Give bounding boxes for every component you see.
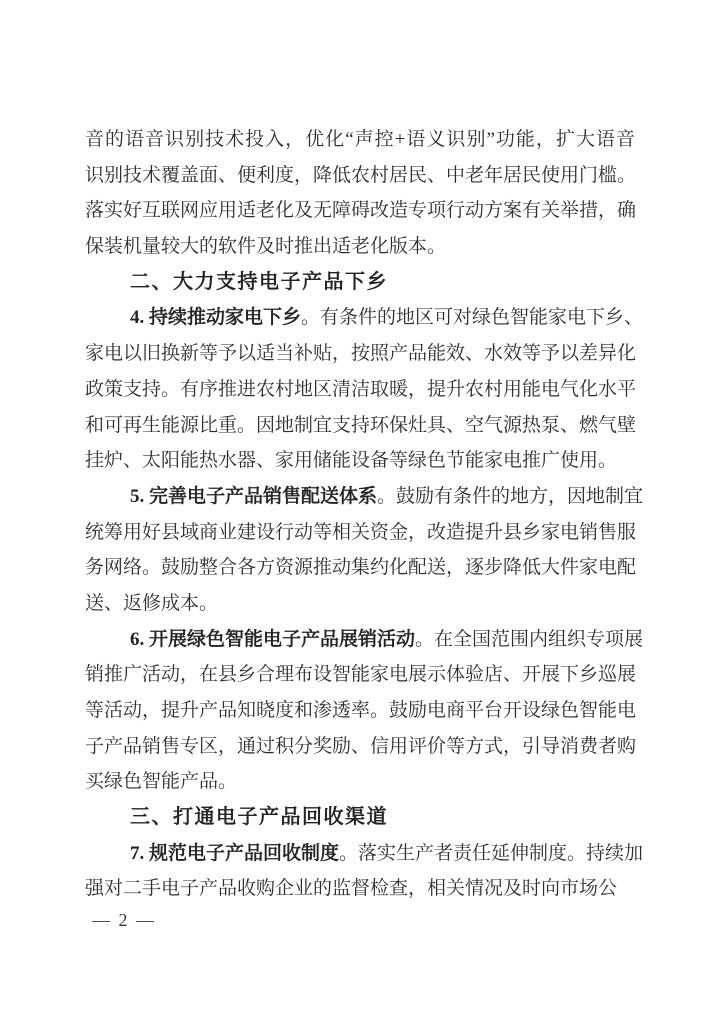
text-line: [85, 479, 644, 515]
text-line: [85, 300, 644, 336]
body-text: 音的语音识别技术投入，优化“声控+语义识别”功能，扩大语音: [85, 129, 635, 150]
paragraph: [85, 836, 644, 907]
paragraph: [85, 622, 644, 800]
text-line: [85, 229, 635, 265]
body-text: 识别技术覆盖面、便利度，降低农村居民、中老年居民使用门槛。: [85, 164, 637, 186]
body-text: 买绿色智能产品。: [85, 771, 238, 793]
text-line: [85, 515, 635, 551]
body-text: 。落实生产者责任延伸制度。持续加: [339, 842, 644, 864]
body-text: 。有条件的地区可对绿色智能家电下乡、: [301, 307, 644, 329]
bold-lead-text: 二、大力支持电子产品下乡: [130, 270, 388, 293]
text-line: [85, 836, 644, 872]
bold-lead-text: 5. 完善电子产品销售配送体系: [130, 485, 378, 507]
text-line: [85, 336, 635, 372]
text-line: [85, 586, 635, 622]
body-text: 保装机量较大的软件及时推出适老化版本。: [85, 236, 447, 258]
text-line: [85, 265, 635, 301]
body-text: 政策支持。有序推进农村地区清洁取暖，提升农村用能电气化水平: [85, 378, 637, 400]
body-text: 务网络。鼓励整合各方资源推动集约化配送，逐步降低大件家电配: [85, 557, 637, 579]
body-text: 等活动，提升产品知晓度和渗透率。鼓励电商平台开设绿色智能电: [85, 700, 637, 721]
paragraph: [85, 122, 635, 265]
text-line: [85, 193, 635, 229]
text-line: [85, 657, 635, 693]
text-line: [85, 871, 635, 907]
text-line: [85, 550, 635, 586]
text-line: [85, 372, 635, 408]
document-body: [85, 122, 644, 907]
body-text: 挂炉、太阳能热水器、家用储能设备等绿色节能家电推广使用。: [85, 450, 618, 472]
text-line: [85, 693, 635, 729]
page-number: — 2 —: [92, 910, 156, 930]
bold-lead-text: 三、打通电子产品回收渠道: [130, 806, 388, 829]
section-heading: [85, 265, 635, 301]
bold-lead-text: 6. 开展绿色智能电子产品展销活动: [130, 628, 416, 650]
body-text: 。在全国范围内组织专项展: [415, 628, 644, 650]
text-line: [85, 122, 635, 158]
text-line: [85, 729, 635, 765]
text-line: [85, 443, 635, 479]
text-line: [85, 800, 635, 836]
bold-lead-text: 4. 持续推动家电下乡: [130, 307, 302, 329]
paragraph: [85, 479, 644, 622]
text-line: [85, 408, 635, 444]
body-text: 统筹用好县域商业建设行动等相关资金，改造提升县乡家电销售服: [85, 521, 637, 543]
paragraph: [85, 300, 644, 478]
section-heading: [85, 800, 635, 836]
body-text: 。鼓励有条件的地方，因地制宜: [377, 485, 644, 507]
body-text: 和可再生能源比重。因地制宜支持环保灶具、空气源热泵、燃气壁: [85, 414, 637, 436]
bold-lead-text: 7. 规范电子产品回收制度: [130, 842, 340, 864]
text-line: [85, 764, 635, 800]
body-text: 强对二手电子产品收购企业的监督检查，相关情况及时向市场公: [85, 878, 618, 900]
body-text: 家电以旧换新等予以适当补贴，按照产品能效、水效等予以差异化: [85, 343, 637, 365]
body-text: 子产品销售专区，通过积分奖励、信用评价等方式，引导消费者购: [85, 735, 637, 757]
text-line: [85, 158, 635, 194]
body-text: 落实好互联网应用适老化及无障碍改造专项行动方案有关举措，确: [85, 200, 637, 222]
text-line: [85, 622, 644, 658]
body-text: 送、返修成本。: [85, 592, 219, 614]
body-text: 销推广活动，在县乡合理布设智能家电展示体验店、开展下乡巡展: [85, 664, 637, 686]
